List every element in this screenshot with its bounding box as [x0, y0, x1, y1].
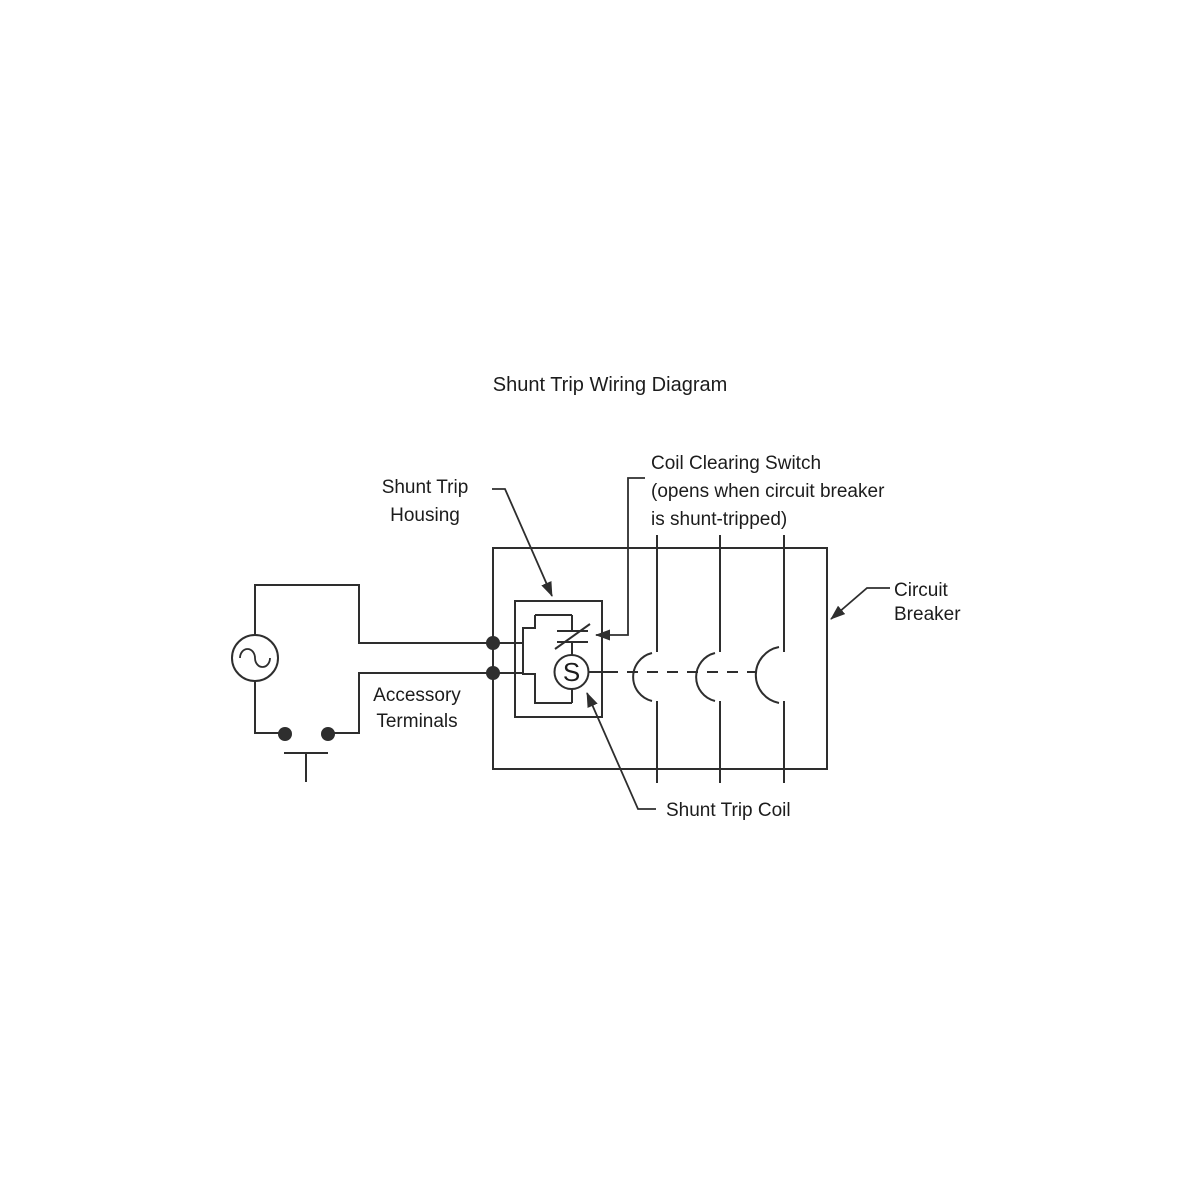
breaker-contact-arc-2 — [696, 653, 715, 701]
ac-source-icon — [232, 635, 278, 681]
breaker-contact-arc-3 — [756, 647, 779, 703]
label-circuit-breaker-line1: Circuit — [894, 580, 948, 601]
wire-source-to-pushbutton — [255, 681, 285, 733]
label-coil-clearing-switch — [651, 453, 885, 530]
shunt-trip-coil-symbol — [555, 655, 589, 689]
leader-shunt-trip-coil — [587, 693, 656, 809]
label-circuit-breaker-line2: Breaker — [894, 604, 961, 625]
label-coil-clearing-switch-line1: Coil Clearing Switch — [651, 453, 822, 474]
breaker-contact-arc-1 — [633, 653, 652, 701]
label-accessory-terminals-line2: Terminals — [376, 711, 458, 732]
pushbutton-actuator-icon — [284, 753, 328, 782]
label-coil-clearing-switch-line2: (opens when circuit breaker — [651, 481, 885, 502]
pushbutton-contact-dot-right — [321, 727, 335, 741]
pushbutton-icon — [278, 727, 335, 782]
shunt-trip-coil-letter: S — [562, 657, 581, 687]
wire-source-to-top-terminal — [255, 585, 523, 643]
label-shunt-trip-housing-line2: Housing — [390, 505, 460, 526]
label-accessory-terminals-line1: Accessory — [373, 685, 461, 706]
label-accessory-terminals — [373, 685, 461, 732]
pushbutton-contact-dot-left — [278, 727, 292, 741]
label-circuit-breaker — [894, 580, 961, 625]
label-shunt-trip-coil: Shunt Trip Coil — [666, 800, 791, 821]
leader-coil-clearing-switch — [596, 478, 645, 635]
leader-circuit-breaker — [831, 588, 890, 619]
sine-wave-icon — [240, 649, 270, 667]
label-coil-clearing-switch-line3: is shunt-tripped) — [651, 509, 788, 530]
diagram-title: Shunt Trip Wiring Diagram — [492, 374, 728, 396]
label-shunt-trip-housing-line1: Shunt Trip — [381, 477, 469, 498]
circuit-breaker-outline — [493, 548, 827, 769]
leader-shunt-trip-housing — [492, 489, 552, 596]
label-shunt-trip-housing — [382, 477, 469, 526]
